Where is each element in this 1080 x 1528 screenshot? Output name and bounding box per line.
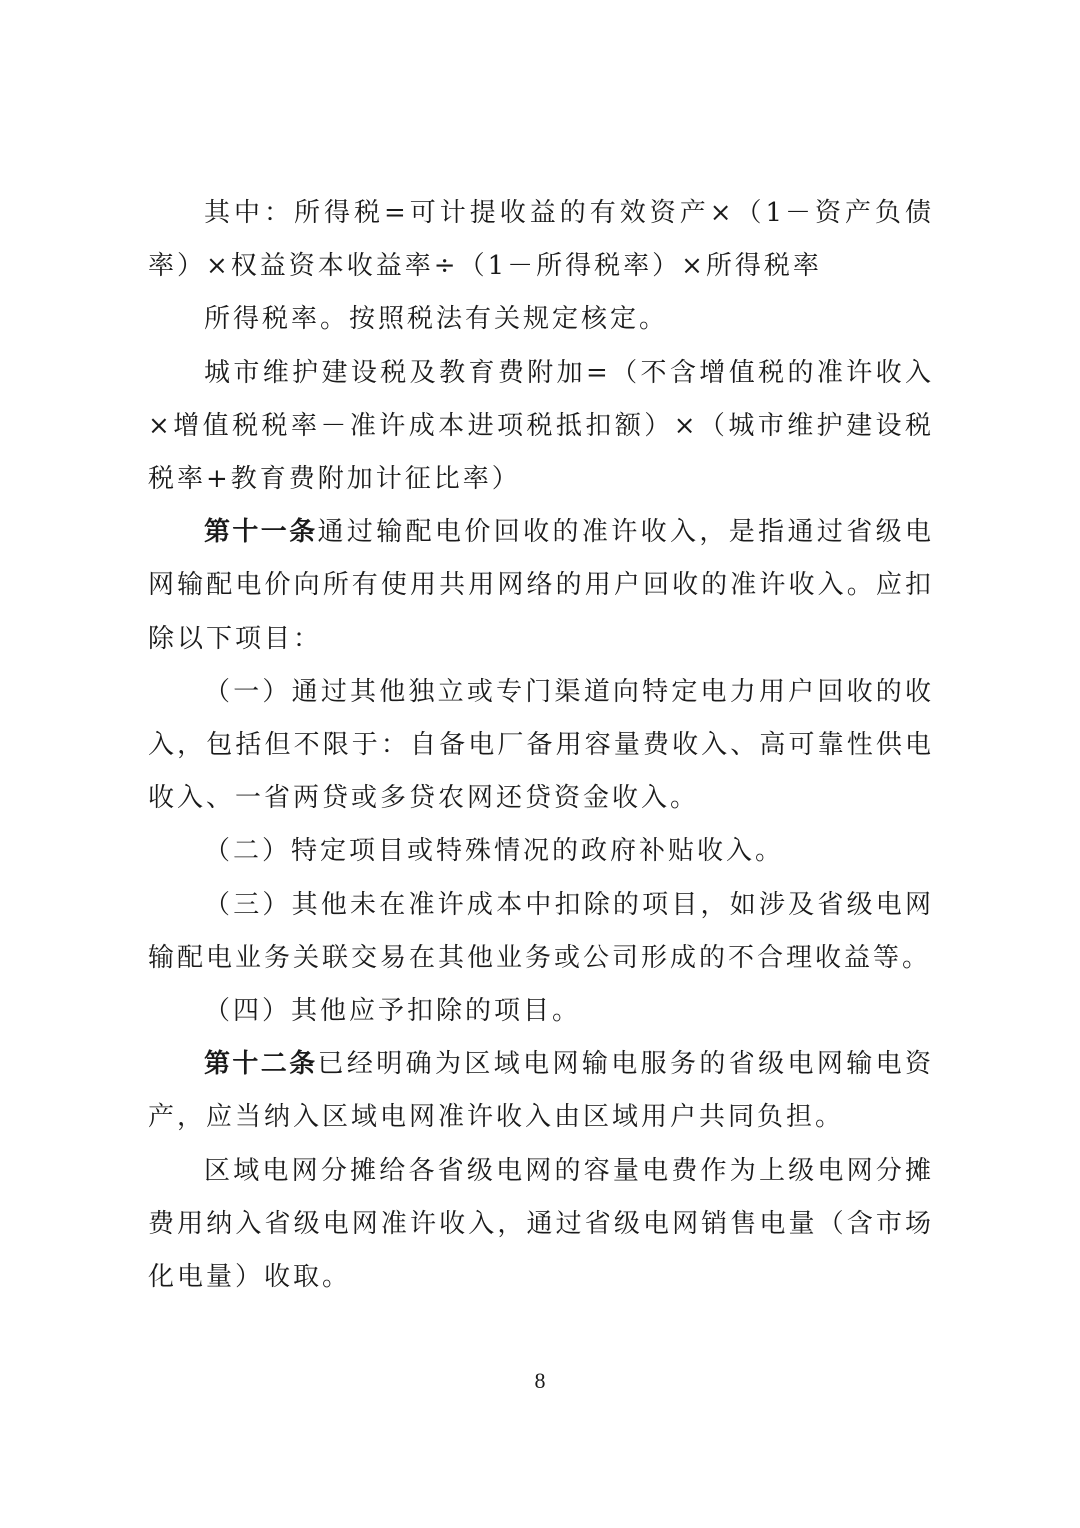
article-11-label: 第十一条	[204, 517, 318, 548]
article-11	[148, 506, 934, 666]
document-body	[148, 187, 934, 1304]
article-11-item-4: （四）其他应予扣除的项目。	[204, 996, 582, 1027]
page-number: 8	[534, 1368, 546, 1393]
income-tax-formula: 其中：所得税=可计提收益的有效资产×（1－资产负债率）×权益资本收益率÷（1－所得税率）×所得税率	[148, 198, 934, 282]
article-11-item-3: （三）其他未在准许成本中扣除的项目，如涉及省级电网输配电业务关联交易在其他业务或公司形成的不合理收益等。	[148, 889, 934, 973]
income-tax-rate-note: 所得税率。按照税法有关规定核定。	[204, 304, 669, 335]
urban-tax-formula: 城市维护建设税及教育费附加=（不含增值税的准许收入×增值税税率－准许成本进项税抵扣额）×（城市维护建设税税率+教育费附加计征比率）	[148, 357, 934, 495]
article-11-item-1: （一）通过其他独立或专门渠道向特定电力用户回收的收入，包括但不限于：自备电厂备用容量费收入、高可靠性供电收入、一省两贷或多贷农网还贷资金收入。	[148, 676, 934, 814]
article-11-item-2: （二）特定项目或特殊情况的政府补贴收入。	[204, 836, 785, 867]
article-12-text: 已经明确为区域电网输电服务的省级电网输电资产，应当纳入区域电网准许收入由区域用户共同负担。	[148, 1049, 934, 1133]
article-12	[148, 1038, 934, 1144]
article-12-paragraph-2: 区域电网分摊给各省级电网的容量电费作为上级电网分摊费用纳入省级电网准许收入，通过省级电网销售电量（含市场化电量）收取。	[148, 1155, 934, 1293]
article-11-text: 通过输配电价回收的准许收入，是指通过省级电网输配电价向所有使用共用网络的用户回收的准许收入。应扣除以下项目：	[148, 517, 934, 654]
article-12-label: 第十二条	[204, 1049, 318, 1080]
